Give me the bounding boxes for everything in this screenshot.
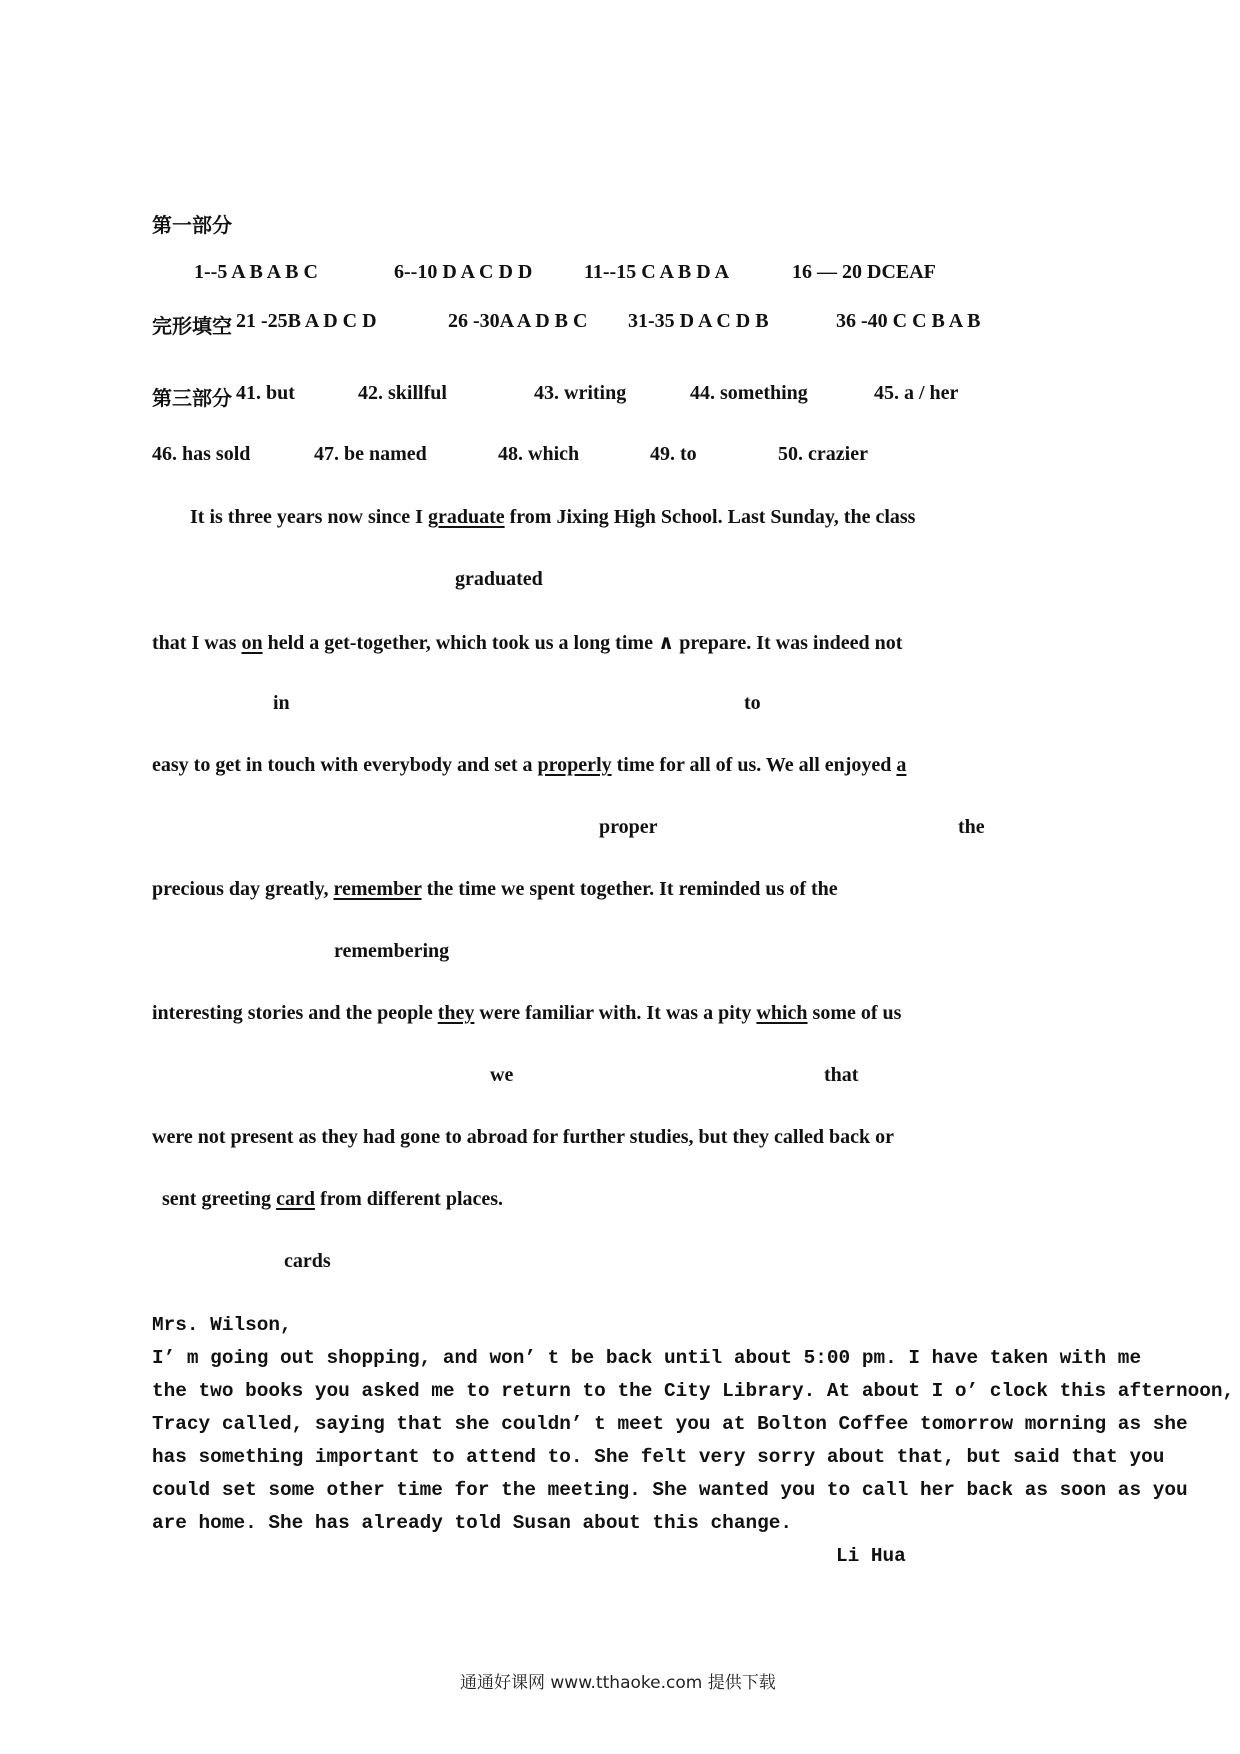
error-properly: properly xyxy=(537,754,612,776)
part1-answers-16-20: 16 — 20 DCEAF xyxy=(792,261,936,283)
cloze-answers-31-35: 31-35 D A C D B xyxy=(628,310,769,332)
note-signature: Li Hua xyxy=(836,1545,906,1567)
fix-to: to xyxy=(744,692,761,714)
answer-45: 45. a / her xyxy=(874,382,959,404)
answer-42: 42. skillful xyxy=(358,382,447,404)
note-line: are home. She has already told Susan about this change. xyxy=(152,1512,792,1534)
note-line: has something important to attend to. She felt very sorry about that, but said that you xyxy=(152,1446,1165,1468)
part3-heading: 第三部分 xyxy=(152,388,232,410)
insert-caret: ∧ xyxy=(657,632,675,654)
error-which: which xyxy=(756,1002,808,1024)
answer-43: 43. writing xyxy=(534,382,627,404)
correction-line-5: interesting stories and the people they were familiar with. It was a pity which some of us xyxy=(152,1002,902,1024)
fix-graduated: graduated xyxy=(455,568,543,590)
cloze-answers-21-25: 21 -25B A D C D xyxy=(236,310,377,332)
page-footer: 通通好课网 www.tthaoke.com 提供下载 xyxy=(460,1673,776,1693)
error-a: a xyxy=(896,754,907,776)
answer-50: 50. crazier xyxy=(778,443,868,465)
answer-41: 41. but xyxy=(236,382,295,404)
answer-44: 44. something xyxy=(690,382,808,404)
error-graduate: graduate xyxy=(427,506,505,528)
error-on: on xyxy=(241,632,263,654)
note-line: could set some other time for the meeting. She wanted you to call her back as soon as you xyxy=(152,1479,1188,1501)
correction-line-6: were not present as they had gone to abroad for further studies, but they called back or xyxy=(152,1126,895,1148)
correction-line-3: easy to get in touch with everybody and set a properly time for all of us. We all enjoyed a xyxy=(152,754,907,776)
fix-we: we xyxy=(490,1064,514,1086)
fix-remembering: remembering xyxy=(334,940,450,962)
note-greeting: Mrs. Wilson, xyxy=(152,1314,292,1336)
error-remember: remember xyxy=(333,878,422,900)
fix-the: the xyxy=(958,816,985,838)
cloze-answers-36-40: 36 -40 C C B A B xyxy=(836,310,981,332)
part1-answers-11-15: 11--15 C A B D A xyxy=(584,261,730,283)
correction-line-4: precious day greatly, remember the time we spent together. It reminded us of the xyxy=(152,878,838,900)
note-line: the two books you asked me to return to the City Library. At about I o’ clock this afternoon, xyxy=(152,1380,1235,1402)
correction-line-1: It is three years now since I graduate from Jixing High School. Last Sunday, the class xyxy=(190,506,916,528)
correction-line-2: that I was on held a get-together, which took us a long time ∧ prepare. It was indeed not xyxy=(152,632,903,654)
note-line: Tracy called, saying that she couldn’ t meet you at Bolton Coffee tomorrow morning as she xyxy=(152,1413,1188,1435)
fix-in: in xyxy=(273,692,290,714)
part1-answers-1-5: 1--5 A B A B C xyxy=(194,261,318,283)
fix-that: that xyxy=(824,1064,859,1086)
error-they: they xyxy=(437,1002,475,1024)
cloze-heading: 完形填空 xyxy=(152,316,232,338)
cloze-answers-26-30: 26 -30A A D B C xyxy=(448,310,588,332)
fix-cards: cards xyxy=(284,1250,331,1272)
part1-heading: 第一部分 xyxy=(152,215,232,237)
correction-line-7: sent greeting card from different places. xyxy=(162,1188,504,1210)
answer-46: 46. has sold xyxy=(152,443,251,465)
error-card: card xyxy=(276,1188,315,1210)
note-line: I’ m going out shopping, and won’ t be back until about 5:00 pm. I have taken with me xyxy=(152,1347,1142,1369)
answer-48: 48. which xyxy=(498,443,580,465)
fix-proper: proper xyxy=(599,816,658,838)
part1-answers-6-10: 6--10 D A C D D xyxy=(394,261,533,283)
answer-49: 49. to xyxy=(650,443,697,465)
answer-47: 47. be named xyxy=(314,443,427,465)
